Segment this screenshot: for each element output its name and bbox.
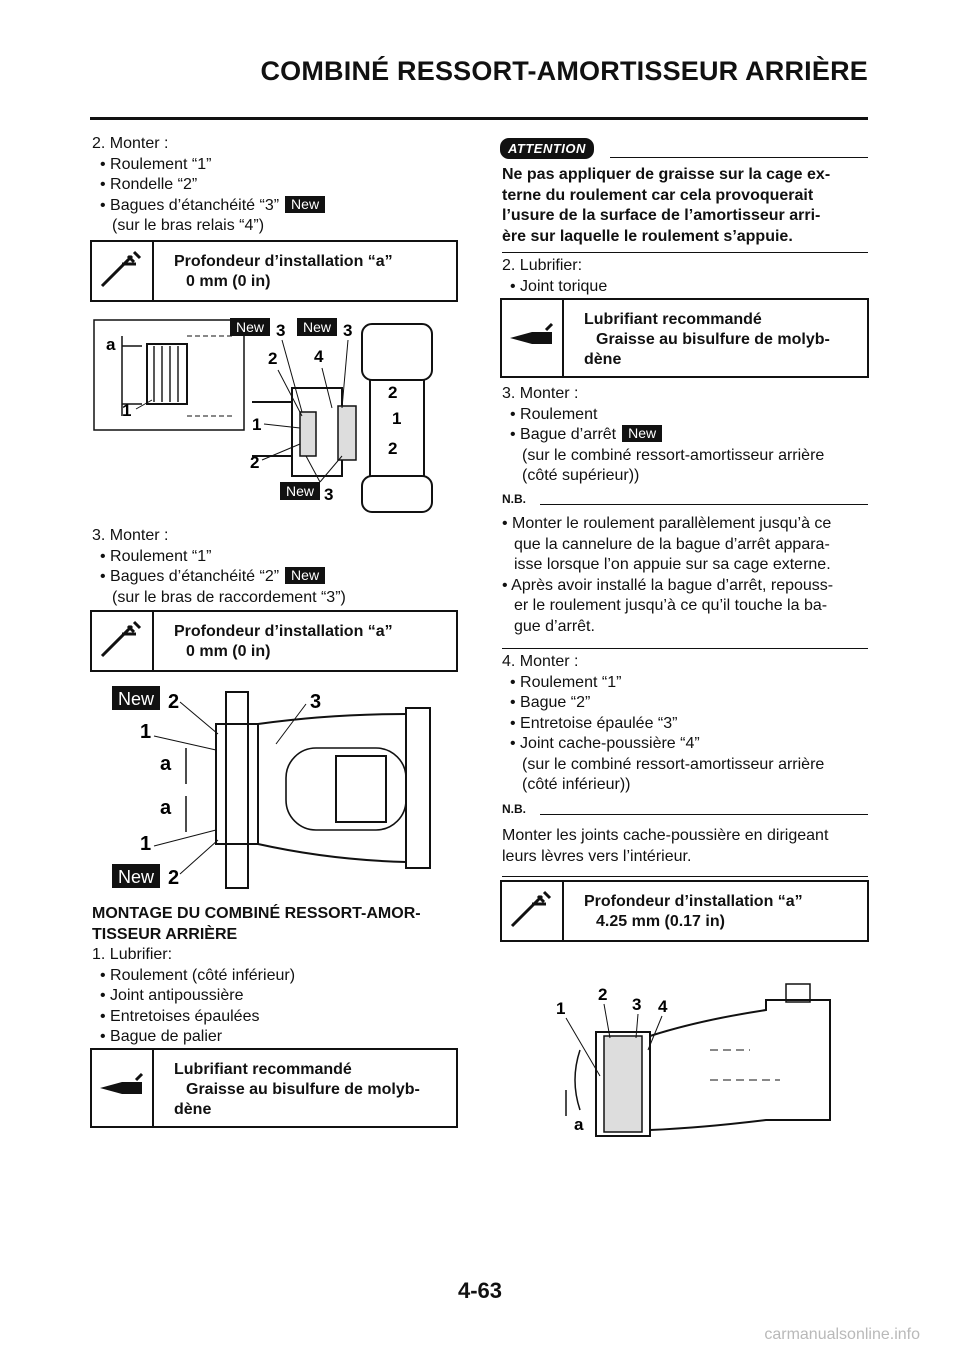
attention-end-rule bbox=[502, 252, 868, 253]
nb-line: Monter les joints cache-poussière en dirigeant bbox=[502, 827, 829, 844]
figure-shock-lower bbox=[540, 980, 840, 1145]
fig-label: a bbox=[160, 797, 172, 819]
nb-line: • Après avoir installé la bague d’arrêt, repouss- bbox=[502, 576, 834, 594]
new-badge: New bbox=[622, 425, 662, 442]
list-note: (sur le bras relais “4”) bbox=[112, 217, 265, 234]
list-item: • Roulement “1” bbox=[100, 155, 212, 173]
attention-rule bbox=[610, 157, 868, 158]
spec-title: Profondeur d’installation “a” bbox=[174, 253, 393, 270]
section-heading: TISSEUR ARRIÈRE bbox=[92, 925, 238, 943]
fig-label: 2 bbox=[268, 349, 278, 368]
spec-title: Profondeur d’installation “a” bbox=[584, 893, 803, 910]
step-title: 2. Monter : bbox=[92, 135, 169, 152]
nb-line: leurs lèvres vers l’intérieur. bbox=[502, 847, 692, 865]
nb-line: er le roulement jusqu’à ce qu’il touche la ba- bbox=[514, 597, 828, 614]
new-badge: New bbox=[302, 319, 332, 335]
caliper-icon bbox=[502, 882, 564, 940]
step-2-lubricate bbox=[502, 256, 607, 297]
grease-gun-icon bbox=[502, 300, 564, 376]
page-title: COMBINÉ RESSORT-AMORTISSEUR ARRIÈRE bbox=[260, 56, 868, 86]
step-title: 3. Monter : bbox=[92, 527, 169, 544]
fig-label: 3 bbox=[343, 321, 353, 340]
spec-box-lubricant bbox=[500, 298, 869, 378]
list-item: • Joint torique bbox=[510, 277, 608, 295]
fig-label: 1 bbox=[122, 401, 132, 420]
nb-line: • Monter le roulement parallèlement jusqu’à ce bbox=[502, 515, 832, 532]
spec-value: 0 mm (0 in) bbox=[186, 273, 271, 290]
spec-value: dène bbox=[584, 351, 622, 368]
fig-label: a bbox=[160, 753, 172, 775]
list-item: • Roulement “1” bbox=[510, 673, 622, 691]
step-4-install bbox=[502, 652, 824, 796]
list-note: (côté inférieur)) bbox=[522, 776, 631, 793]
fig-label: 3 bbox=[632, 995, 642, 1014]
list-note: (côté supérieur)) bbox=[522, 467, 640, 484]
fig-label: 4 bbox=[314, 347, 324, 366]
grease-gun-icon bbox=[92, 1050, 154, 1126]
new-badge: New bbox=[117, 689, 155, 709]
spec-value: 4.25 mm (0.17 in) bbox=[596, 913, 725, 930]
fig-label: 2 bbox=[168, 691, 180, 713]
nb-text bbox=[502, 826, 828, 867]
new-badge: New bbox=[285, 567, 325, 584]
new-badge: New bbox=[117, 867, 155, 887]
nb-text bbox=[502, 514, 833, 637]
list-item: • Joint antipoussière bbox=[100, 987, 244, 1004]
fig-label: 2 bbox=[388, 439, 398, 458]
section-heading: MONTAGE DU COMBINÉ RESSORT-AMOR- bbox=[92, 905, 421, 922]
nb-line: gue d’arrêt. bbox=[514, 617, 595, 635]
attention-text bbox=[502, 165, 830, 247]
nb-rule bbox=[540, 814, 868, 815]
step-title: 3. Monter : bbox=[502, 385, 579, 402]
caliper-icon bbox=[92, 242, 154, 300]
attention-line: Ne pas appliquer de graisse sur la cage ex- bbox=[502, 166, 831, 183]
fig-label: a bbox=[106, 335, 116, 354]
spec-box-installation-depth bbox=[90, 610, 458, 672]
watermark: carmanualsonline.info bbox=[764, 1326, 920, 1343]
list-item: • Roulement (côté inférieur) bbox=[100, 966, 296, 984]
nb-rule bbox=[540, 504, 868, 505]
fig-label: 3 bbox=[324, 485, 334, 504]
nb-end-rule bbox=[502, 876, 868, 877]
fig-label: 3 bbox=[310, 691, 322, 713]
spec-value: dène bbox=[174, 1101, 212, 1118]
list-note: (sur le combiné ressort-amortisseur arrière bbox=[522, 446, 825, 464]
figure-connecting-arm bbox=[110, 684, 450, 899]
attention-line: terne du roulement car cela provoquerait bbox=[502, 186, 814, 204]
list-item: • Roulement “1” bbox=[100, 547, 212, 565]
fig-label: 3 bbox=[276, 321, 286, 340]
list-note: (sur le combiné ressort-amortisseur arrière bbox=[522, 755, 825, 773]
spec-title: Lubrifiant recommandé bbox=[174, 1061, 352, 1078]
fig-label: 2 bbox=[250, 453, 260, 472]
figure-relay-arm bbox=[92, 316, 452, 521]
step-title: 1. Lubrifier: bbox=[92, 946, 173, 963]
fig-label: a bbox=[574, 1115, 584, 1134]
spec-box-installation-depth bbox=[90, 240, 458, 302]
fig-label: 1 bbox=[252, 415, 262, 434]
section-assembly bbox=[92, 904, 421, 1048]
step-title: 4. Monter : bbox=[502, 653, 579, 670]
fig-label: 2 bbox=[168, 867, 180, 889]
list-item: • Bague d’arrêt bbox=[510, 426, 617, 443]
spec-title: Profondeur d’installation “a” bbox=[174, 623, 393, 640]
fig-label: 1 bbox=[556, 999, 566, 1018]
spec-value: Graisse au bisulfure de molyb- bbox=[186, 1081, 420, 1098]
spec-value: Graisse au bisulfure de molyb- bbox=[596, 331, 830, 348]
new-badge: New bbox=[285, 196, 325, 213]
list-item: • Bague “2” bbox=[510, 694, 591, 711]
nb-line: que la cannelure de la bague d’arrêt appara- bbox=[514, 535, 830, 553]
list-item: • Bague de palier bbox=[100, 1028, 223, 1045]
caliper-icon bbox=[92, 612, 154, 670]
new-badge: New bbox=[235, 319, 265, 335]
step-title: 2. Lubrifier: bbox=[502, 257, 583, 274]
spec-box-installation-depth bbox=[500, 880, 869, 942]
fig-label: 1 bbox=[392, 409, 402, 428]
fig-label: 4 bbox=[658, 997, 668, 1016]
step-3-install bbox=[92, 526, 346, 608]
list-item: • Bagues d’étanchéité “3” bbox=[100, 196, 280, 214]
step-2-install bbox=[92, 134, 325, 237]
spec-box-lubricant bbox=[90, 1048, 458, 1128]
attention-line: l’usure de la surface de l’amortisseur arri- bbox=[502, 207, 821, 224]
attention-line: ère sur laquelle le roulement s’appuie. bbox=[502, 227, 793, 245]
list-item: • Rondelle “2” bbox=[100, 176, 198, 193]
list-item: • Roulement bbox=[510, 405, 598, 423]
fig-label: 2 bbox=[388, 383, 398, 402]
spec-title: Lubrifiant recommandé bbox=[584, 311, 762, 328]
list-item: • Joint cache-poussière “4” bbox=[510, 735, 700, 752]
new-badge: New bbox=[285, 483, 315, 499]
fig-label: 2 bbox=[598, 985, 608, 1004]
nb-label: N.B. bbox=[502, 802, 526, 816]
nb-label: N.B. bbox=[502, 492, 526, 506]
nb-end-rule bbox=[502, 648, 868, 649]
fig-label: 1 bbox=[140, 721, 152, 743]
step-3-install bbox=[502, 384, 824, 487]
spec-value: 0 mm (0 in) bbox=[186, 643, 271, 660]
nb-line: isse lorsque l’on appuie sur sa cage externe. bbox=[514, 556, 831, 573]
fig-label: 1 bbox=[140, 833, 152, 855]
attention-badge: ATTENTION bbox=[500, 138, 594, 159]
list-item: • Entretoise épaulée “3” bbox=[510, 714, 678, 732]
list-item: • Entretoises épaulées bbox=[100, 1007, 260, 1025]
list-note: (sur le bras de raccordement “3”) bbox=[112, 588, 346, 606]
page-number: 4-63 bbox=[457, 1278, 503, 1303]
list-item: • Bagues d’étanchéité “2” bbox=[100, 568, 280, 585]
title-rule bbox=[90, 117, 868, 120]
